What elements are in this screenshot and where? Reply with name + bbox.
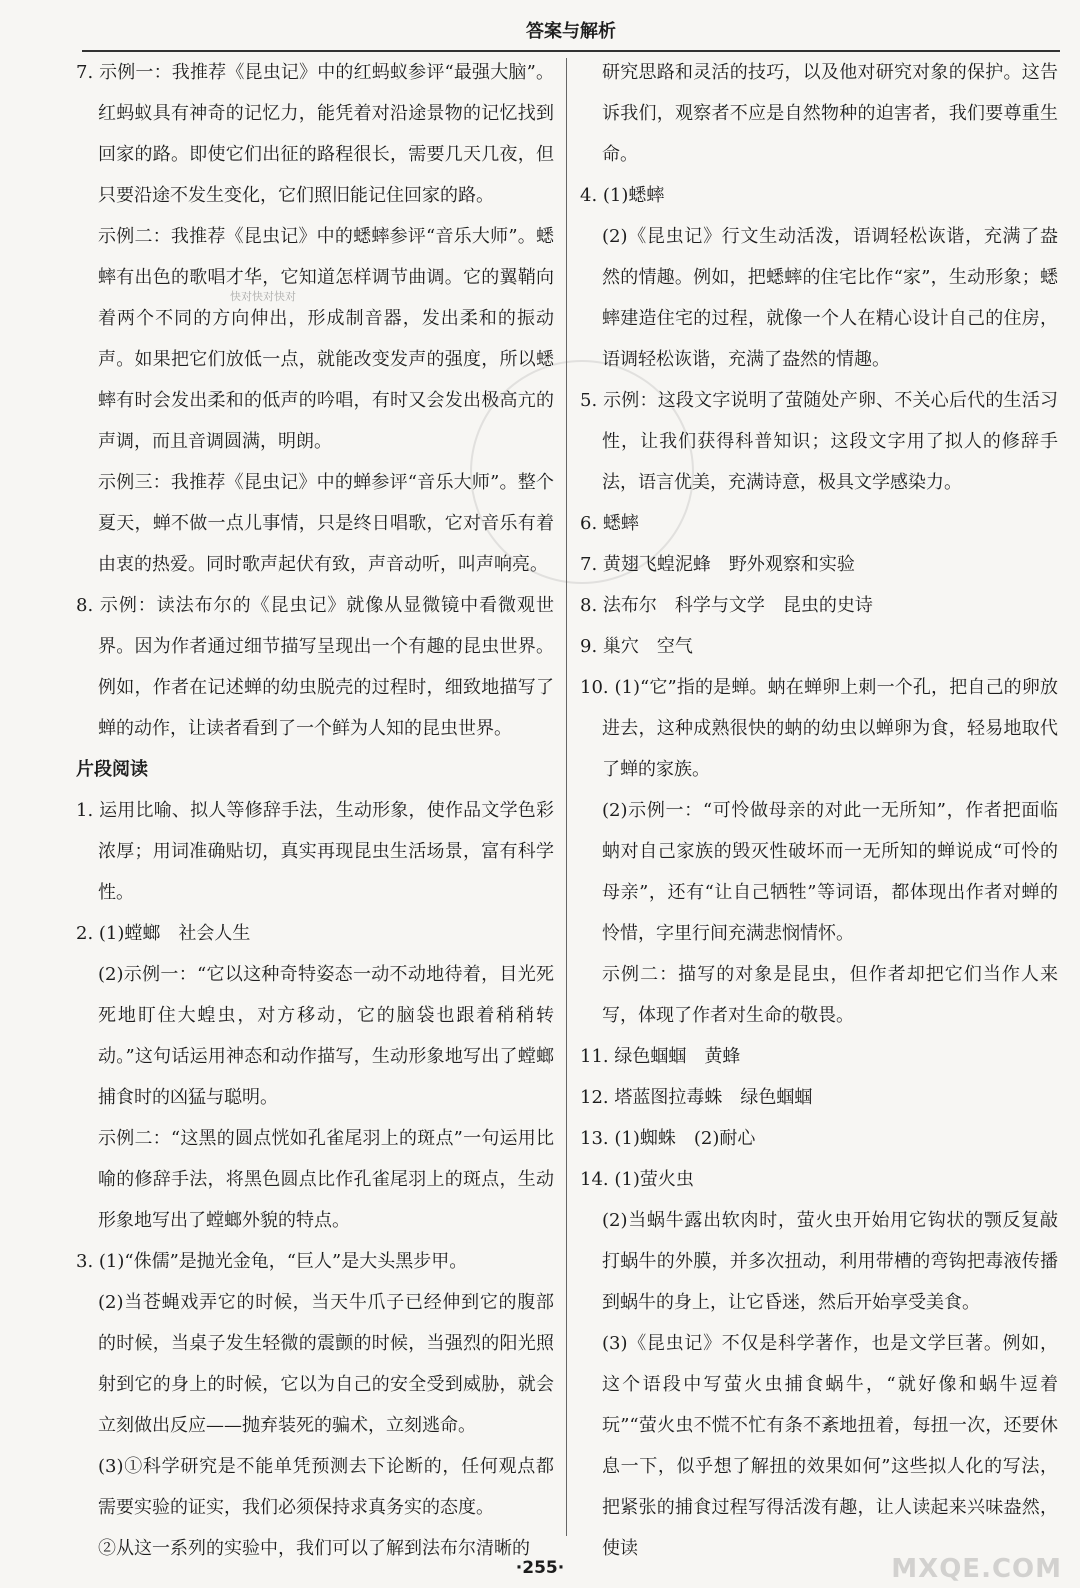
left-paragraph: (3)①科学研究是不能单凭预测去下论断的，任何观点都需要实验的证实，我们必须保持求真务实的态度。 — [98, 1456, 554, 1518]
page-header — [82, 14, 1060, 52]
left-paragraph: 1. 运用比喻、拟人等修辞手法，生动形象，使作品文学色彩浓厚；用词准确贴切，真实再现昆虫生活场景，富有科学性。 — [76, 800, 554, 903]
left-paragraph: ②从这一系列的实验中，我们可以了解到法布尔清晰的 — [98, 1538, 530, 1559]
left-column — [76, 52, 554, 1559]
left-paragraph: 示例二：“这黑的圆点恍如孔雀尾羽上的斑点”一句运用比喻的修辞手法，将黑色圆点比作孔雀尾羽上的斑点，生动形象地写出了螳螂外貌的特点。 — [98, 1128, 554, 1231]
column-divider — [566, 58, 567, 1536]
watermark-site: MXQE.COM — [891, 1554, 1062, 1584]
right-paragraph: (2)示例一：“可怜做母亲的对此一无所知”，作者把面临蚋对自己家族的毁灭性破坏而一无所知的蝉说成“可怜的母亲”，还有“让自己牺牲”等词语，都体现出作者对蝉的怜惜，字里行间充满悲悯情怀。 — [602, 800, 1058, 944]
right-paragraph: 12. 塔蓝图拉毒蛛 绿色蝈蝈 — [580, 1087, 813, 1108]
right-paragraph: 5. 示例：这段文字说明了萤随处产卵、不关心后代的生活习性，让我们获得科普知识；这段文字用了拟人的修辞手法，语言优美，充满诗意，极具文学感染力。 — [580, 390, 1058, 493]
right-paragraph: 8. 法布尔 科学与文学 昆虫的史诗 — [580, 595, 873, 616]
right-paragraph: 10. (1)“它”指的是蝉。蚋在蝉卵上刺一个孔，把自己的卵放进去，这种成熟很快的蚋的幼虫以蝉卵为食，轻易地取代了蝉的家族。 — [580, 677, 1058, 780]
right-paragraph: 11. 绿色蝈蝈 黄蜂 — [580, 1046, 741, 1067]
left-paragraph: 3. (1)“侏儒”是抛光金龟，“巨人”是大头黑步甲。 — [76, 1251, 468, 1272]
right-paragraph: (2)《昆虫记》行文生动活泼，语调轻松诙谐，充满了盎然的情趣。例如，把蟋蟀的住宅比作“家”，生动形象；蟋蟀建造住宅的过程，就像一个人在精心设计自己的住房，语调轻松诙谐，充满了盎然的情趣。 — [602, 226, 1058, 370]
section-heading: 片段阅读 — [76, 759, 148, 780]
page-number: ·255· — [515, 1558, 565, 1578]
left-paragraph: 7. 示例一：我推荐《昆虫记》中的红蚂蚁参评“最强大脑”。红蚂蚁具有神奇的记忆力，能凭着对沿途景物的记忆找到回家的路。即使它们出征的路程很长，需要几天几夜，但只要沿途不发生变化，它们照旧能记住回家的路。 — [76, 62, 554, 206]
left-paragraph: 2. (1)螳螂 社会人生 — [76, 923, 251, 944]
right-paragraph: 研究思路和灵活的技巧，以及他对研究对象的保护。这告诉我们，观察者不应是自然物种的迫害者，我们要尊重生命。 — [602, 62, 1058, 165]
watermark-small-text: 快对快对快对 — [230, 290, 296, 303]
right-paragraph: (3)《昆虫记》不仅是科学著作，也是文学巨著。例如，这个语段中写萤火虫捕食蜗牛，“就好像和蜗牛逗着玩”“萤火虫不慌不忙有条不紊地扭着，每扭一次，还要休息一下，似乎想了解扭的效果如何”这些拟人化的写法，把紧张的捕食过程写得活泼有趣，让人读起来兴味盎然，使读 — [602, 1333, 1058, 1559]
left-paragraph: (2)当苍蝇戏弄它的时候，当天牛爪子已经伸到它的腹部的时候，当桌子发生轻微的震颤的时候，当强烈的阳光照射到它的身上的时候，它以为自己的安全受到威胁，就会立刻做出反应——抛弃装死的骗术，立刻逃命。 — [98, 1292, 554, 1436]
right-paragraph: 14. (1)萤火虫 — [580, 1169, 694, 1190]
right-paragraph: 示例二：描写的对象是昆虫，但作者却把它们当作人来写，体现了作者对生命的敬畏。 — [602, 964, 1058, 1026]
header-title: 答案与解析 — [526, 21, 616, 42]
right-paragraph: 7. 黄翅飞蝗泥蜂 野外观察和实验 — [580, 554, 855, 575]
left-paragraph: 示例二：我推荐《昆虫记》中的蟋蟀参评“音乐大师”。蟋蟀有出色的歌唱才华，它知道怎样调节曲调。它的翼鞘向着两个不同的方向伸出，形成制音器，发出柔和的振动声。如果把它们放低一点，就能改变发声的强度，所以蟋蟀有时会发出柔和的低声的吟唱，有时又会发出极高亢的声调，而且音调圆满，明朗。 — [98, 226, 554, 452]
right-paragraph: (2)当蜗牛露出软肉时，萤火虫开始用它钩状的颚反复敲打蜗牛的外膜，并多次扭动，利用带槽的弯钩把毒液传播到蜗牛的身上，让它昏迷，然后开始享受美食。 — [602, 1210, 1058, 1313]
right-column — [580, 52, 1058, 1559]
right-paragraph: 9. 巢穴 空气 — [580, 636, 693, 657]
right-paragraph: 13. (1)蜘蛛 (2)耐心 — [580, 1128, 756, 1149]
left-paragraph: (2)示例一：“它以这种奇特姿态一动不动地待着，目光死死地盯住大蝗虫，对方移动，它的脑袋也跟着稍稍转动。”这句话运用神态和动作描写，生动形象地写出了螳螂捕食时的凶猛与聪明。 — [98, 964, 554, 1108]
left-paragraph: 示例三：我推荐《昆虫记》中的蝉参评“音乐大师”。整个夏天，蝉不做一点儿事情，只是终日唱歌，它对音乐有着由衷的热爱。同时歌声起伏有致，声音动听，叫声响亮。 — [98, 472, 554, 575]
left-paragraph: 8. 示例：读法布尔的《昆虫记》就像从显微镜中看微观世界。因为作者通过细节描写呈现出一个有趣的昆虫世界。例如，作者在记述蝉的幼虫脱壳的过程时，细致地描写了蝉的动作，让读者看到了一个鲜为人知的昆虫世界。 — [76, 595, 554, 739]
right-paragraph: 4. (1)蟋蟀 — [580, 185, 665, 206]
right-paragraph: 6. 蟋蟀 — [580, 513, 639, 534]
